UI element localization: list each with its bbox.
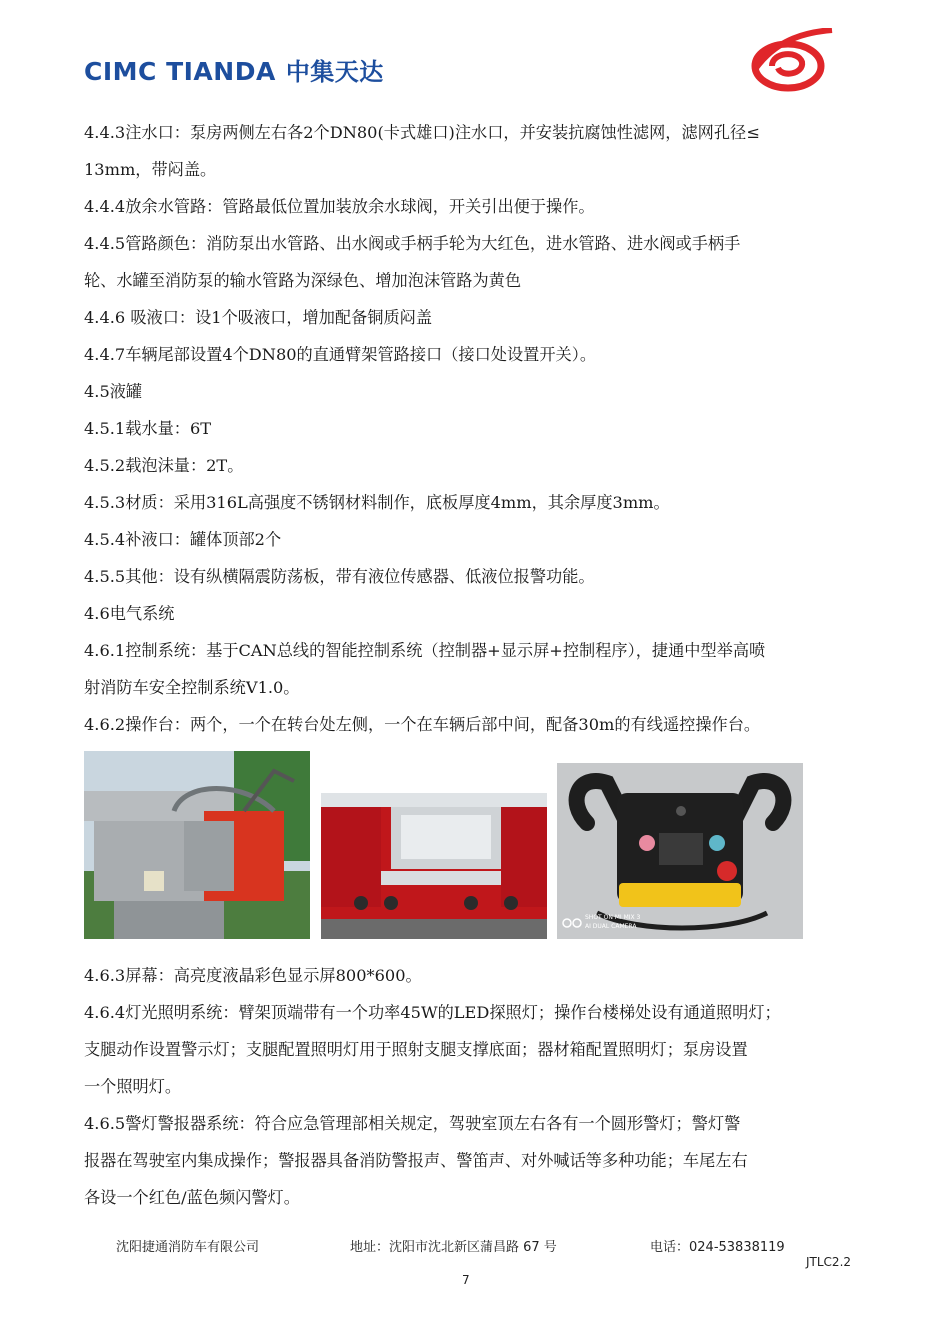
wired-remote-controller-photo xyxy=(557,763,803,939)
section-heading: 4.6电气系统 xyxy=(84,604,175,623)
page-header xyxy=(0,0,945,110)
paragraph-line: 4.4.5管路颜色：消防泵出水管路、出水阀或手柄手轮为大红色，进水管路、进水阀或手柄手 xyxy=(84,234,741,253)
brand-wordmark xyxy=(84,52,384,87)
turntable-console-photo xyxy=(84,751,310,939)
camera-watermark-line-2: AI DUAL CAMERA xyxy=(585,923,637,930)
section-heading: 4.5液罐 xyxy=(84,382,143,401)
paragraph-line: 轮、水罐至消防泵的输水管路为深绿色、增加泡沫管路为黄色 xyxy=(84,271,522,290)
paragraph-line: 射消防车安全控制系统V1.0。 xyxy=(84,678,300,697)
paragraph-line: 报器在驾驶室内集成操作；警报器具备消防警报声、警笛声、对外喊话等多种功能；车尾左右 xyxy=(84,1151,748,1170)
paragraph-line: 4.4.3注水口：泵房两侧左右各2个DN80(卡式雄口)注水口，并安装抗腐蚀性滤网，滤网孔径≤ xyxy=(84,123,760,142)
photo-row xyxy=(84,751,864,951)
paragraph-line: 4.5.3材质：采用316L高强度不锈钢材料制作，底板厚度4mm，其余厚度3mm。 xyxy=(84,493,670,512)
rear-control-panel-photo xyxy=(321,793,547,939)
paragraph-line: 各设一个红色/蓝色频闪警灯。 xyxy=(84,1188,300,1207)
document-id: JTLC2.2 xyxy=(806,1255,852,1269)
paragraph-line: 4.5.5其他：设有纵横隔震防荡板，带有液位传感器、低液位报警功能。 xyxy=(84,567,595,586)
paragraph-line: 4.6.5警灯警报器系统：符合应急管理部相关规定，驾驶室顶左右各有一个圆形警灯；警灯警 xyxy=(84,1114,741,1133)
footer-phone: 电话：024-53838119 xyxy=(650,1240,785,1255)
brand-chinese: 中集天达 xyxy=(285,58,384,86)
footer-address: 地址：沈阳市沈北新区蒲昌路 67 号 xyxy=(350,1240,557,1255)
paragraph-line: 4.5.4补液口：罐体顶部2个 xyxy=(84,530,282,549)
paragraph-line: 4.4.4放余水管路：管路最低位置加装放余水球阀，开关引出便于操作。 xyxy=(84,197,595,216)
paragraph-line: 4.6.4灯光照明系统：臂架顶端带有一个功率45W的LED探照灯；操作台楼梯处设有通道照明灯； xyxy=(84,1003,781,1022)
paragraph-line: 一个照明灯。 xyxy=(84,1077,182,1096)
camera-watermark-line-1: SHOT ON MI MIX 3 xyxy=(585,914,641,921)
brand-english: CIMC TIANDA xyxy=(84,57,276,86)
footer-company: 沈阳捷通消防车有限公司 xyxy=(116,1240,260,1255)
paragraph-line: 4.6.1控制系统：基于CAN总线的智能控制系统（控制器+显示屏+控制程序），捷通中型举高喷 xyxy=(84,641,766,660)
paragraph-line: 支腿动作设置警示灯；支腿配置照明灯用于照射支腿支撑底面；器材箱配置照明灯；泵房设置 xyxy=(84,1040,748,1059)
paragraph-line: 4.4.7车辆尾部设置4个DN80的直通臂架管路接口（接口处设置开关）。 xyxy=(84,345,597,364)
paragraph-line: 13mm，带闷盖。 xyxy=(84,160,217,179)
document-body xyxy=(84,114,864,1216)
page-number: 7 xyxy=(462,1273,470,1287)
paragraph-line: 4.5.2载泡沫量：2T。 xyxy=(84,456,244,475)
paragraph-line: 4.5.1载水量：6T xyxy=(84,419,212,438)
cimc-circle-logo-icon xyxy=(748,28,834,94)
page-footer xyxy=(0,1232,945,1262)
paragraph-line: 4.6.2操作台：两个，一个在转台处左侧，一个在车辆后部中间，配备30m的有线遥控操作台。 xyxy=(84,715,761,734)
paragraph-line: 4.6.3屏幕：高亮度液晶彩色显示屏800*600。 xyxy=(84,966,422,985)
paragraph-line: 4.4.6 吸液口：设1个吸液口，增加配备铜质闷盖 xyxy=(84,308,433,327)
